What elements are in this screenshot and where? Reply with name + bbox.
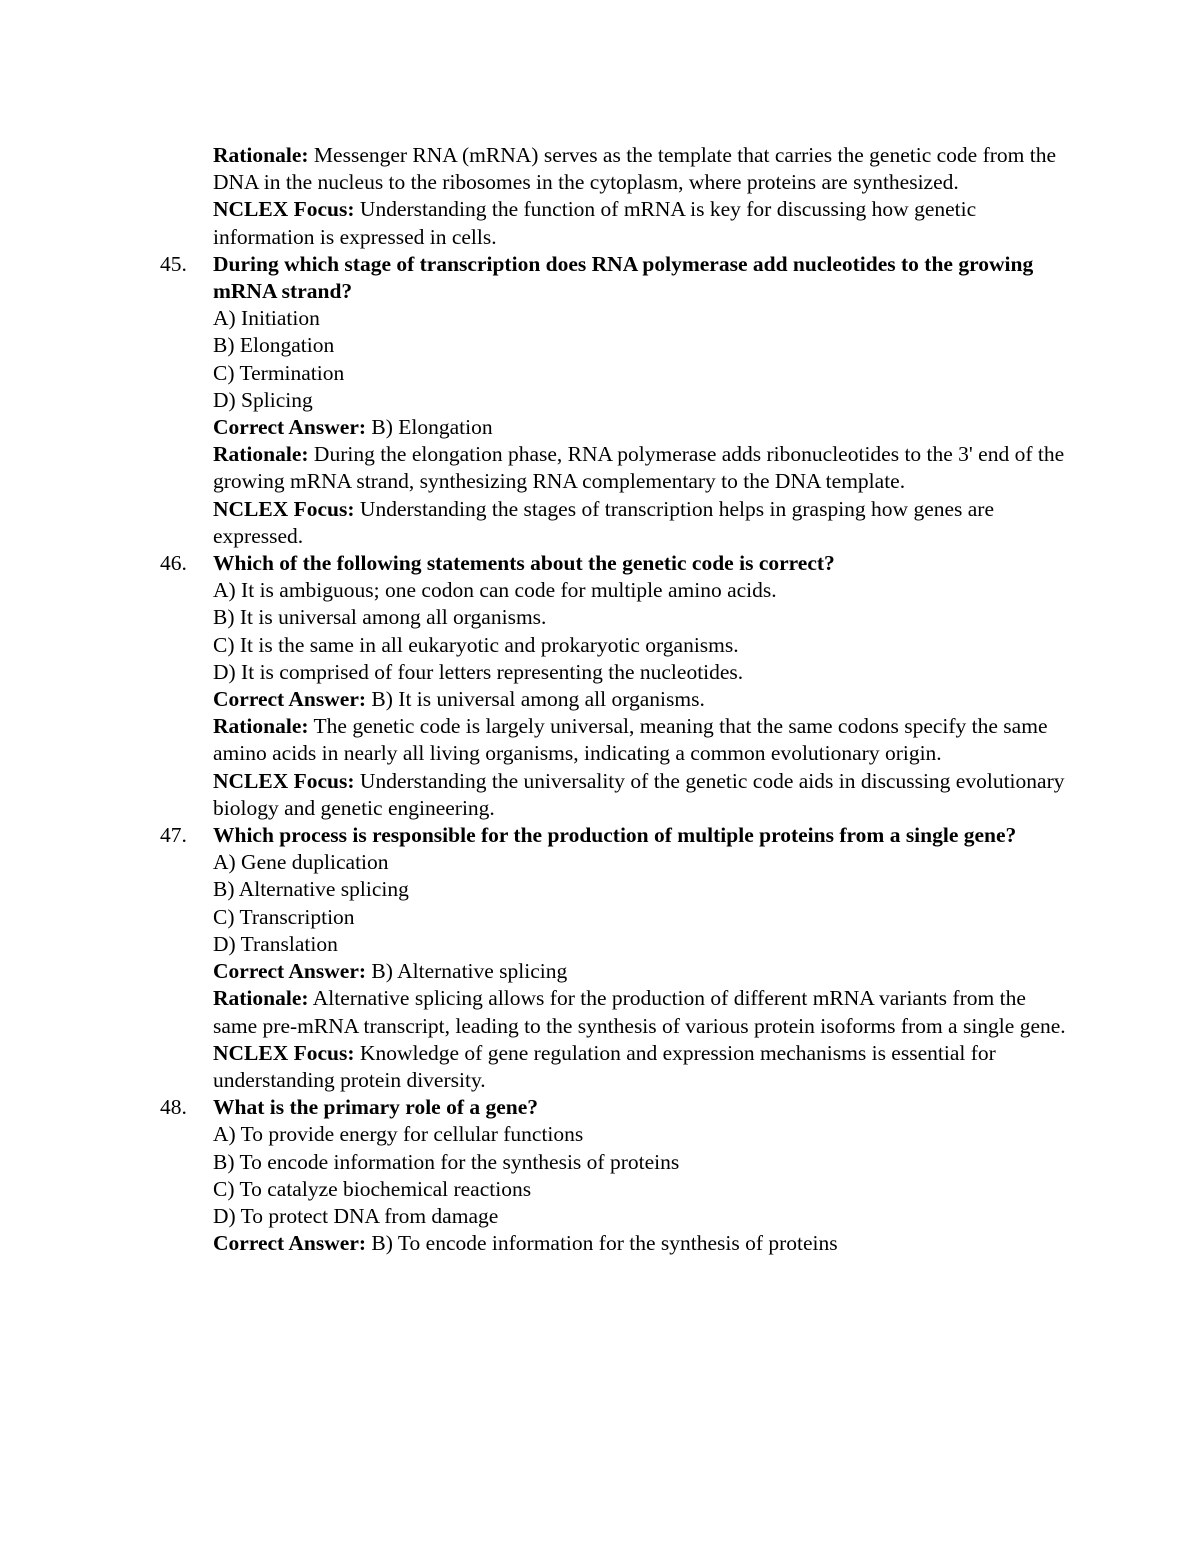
correct-answer bbox=[213, 958, 1073, 985]
option-a: A) To provide energy for cellular functions bbox=[213, 1122, 584, 1147]
question-text: During which stage of transcription does RNA polymerase add nucleotides to the growing mRNA strand? bbox=[213, 251, 1034, 304]
question-number: 47. bbox=[160, 823, 187, 848]
focus-label: NCLEX Focus: bbox=[213, 197, 355, 222]
document-content bbox=[160, 142, 1073, 1257]
answer-text: B) Elongation bbox=[371, 415, 493, 440]
intro-rationale bbox=[213, 142, 1073, 196]
rationale-text: Alternative splicing allows for the production of different mRNA variants from the same pre-mRNA transcript, leading to the synthesis of various protein isoforms from a single gene. bbox=[213, 986, 1066, 1038]
rationale-text: Messenger RNA (mRNA) serves as the template that carries the genetic code from the DNA in the nucleus to the ribosomes in the cytoplasm, where proteins are synthesized. bbox=[213, 143, 1057, 195]
option-c: C) Transcription bbox=[213, 904, 355, 929]
option-b: B) It is universal among all organisms. bbox=[213, 605, 547, 630]
option-c: C) Termination bbox=[213, 360, 345, 385]
option-b: B) To encode information for the synthesis of proteins bbox=[213, 1149, 680, 1174]
question-47 bbox=[160, 822, 1073, 1094]
nclex-focus bbox=[213, 768, 1073, 822]
question-text: Which process is responsible for the production of multiple proteins from a single gene? bbox=[213, 823, 1017, 848]
nclex-focus bbox=[213, 496, 1073, 550]
rationale-text: During the elongation phase, RNA polymerase adds ribonucleotides to the 3' end of the growing mRNA strand, synthesizing RNA complementary to the DNA template. bbox=[213, 442, 1065, 494]
option-b: B) Alternative splicing bbox=[213, 877, 409, 902]
option-c: C) To catalyze biochemical reactions bbox=[213, 1176, 532, 1201]
correct-answer bbox=[213, 1230, 1073, 1257]
rationale-label: Rationale: bbox=[213, 986, 309, 1011]
option-a: A) Initiation bbox=[213, 306, 320, 331]
rationale bbox=[213, 985, 1073, 1039]
focus-label: NCLEX Focus: bbox=[213, 496, 355, 521]
question-number: 48. bbox=[160, 1095, 187, 1120]
option-c: C) It is the same in all eukaryotic and prokaryotic organisms. bbox=[213, 632, 739, 657]
question-number: 46. bbox=[160, 551, 187, 576]
option-d: D) To protect DNA from damage bbox=[213, 1203, 499, 1228]
question-number: 45. bbox=[160, 251, 187, 276]
option-d: D) Translation bbox=[213, 931, 338, 956]
rationale bbox=[213, 441, 1073, 495]
rationale bbox=[213, 713, 1073, 767]
nclex-focus bbox=[213, 1040, 1073, 1094]
answer-text: B) It is universal among all organisms. bbox=[371, 687, 705, 712]
correct-answer bbox=[213, 414, 1073, 441]
focus-label: NCLEX Focus: bbox=[213, 1040, 355, 1065]
question-text: Which of the following statements about the genetic code is correct? bbox=[213, 551, 835, 576]
answer-label: Correct Answer: bbox=[213, 959, 367, 984]
rationale-label: Rationale: bbox=[213, 143, 309, 167]
question-48 bbox=[160, 1094, 1073, 1257]
option-a: A) Gene duplication bbox=[213, 850, 389, 875]
answer-text: B) To encode information for the synthesis of proteins bbox=[371, 1231, 838, 1256]
rationale-text: The genetic code is largely universal, meaning that the same codons specify the same amino acids in nearly all living organisms, indicating a common evolutionary origin. bbox=[213, 714, 1048, 766]
option-a: A) It is ambiguous; one codon can code for multiple amino acids. bbox=[213, 578, 777, 603]
answer-text: B) Alternative splicing bbox=[371, 959, 568, 984]
option-d: D) Splicing bbox=[213, 387, 313, 412]
question-46 bbox=[160, 550, 1073, 822]
focus-text: Understanding the function of mRNA is key for discussing how genetic information is expressed in cells. bbox=[213, 197, 977, 249]
intro-focus bbox=[213, 196, 1073, 250]
option-d: D) It is comprised of four letters representing the nucleotides. bbox=[213, 659, 744, 684]
focus-label: NCLEX Focus: bbox=[213, 768, 355, 793]
question-45 bbox=[160, 251, 1073, 550]
rationale-label: Rationale: bbox=[213, 442, 309, 467]
answer-label: Correct Answer: bbox=[213, 415, 367, 440]
focus-text: Knowledge of gene regulation and expression mechanisms is essential for understanding protein diversity. bbox=[213, 1040, 996, 1092]
focus-text: Understanding the universality of the genetic code aids in discussing evolutionary biology and genetic engineering. bbox=[213, 768, 1065, 820]
answer-label: Correct Answer: bbox=[213, 1231, 367, 1256]
correct-answer bbox=[213, 686, 1073, 713]
option-b: B) Elongation bbox=[213, 333, 335, 358]
rationale-label: Rationale: bbox=[213, 714, 309, 739]
answer-label: Correct Answer: bbox=[213, 687, 367, 712]
focus-text: Understanding the stages of transcription helps in grasping how genes are expressed. bbox=[213, 496, 995, 548]
question-text: What is the primary role of a gene? bbox=[213, 1095, 539, 1120]
